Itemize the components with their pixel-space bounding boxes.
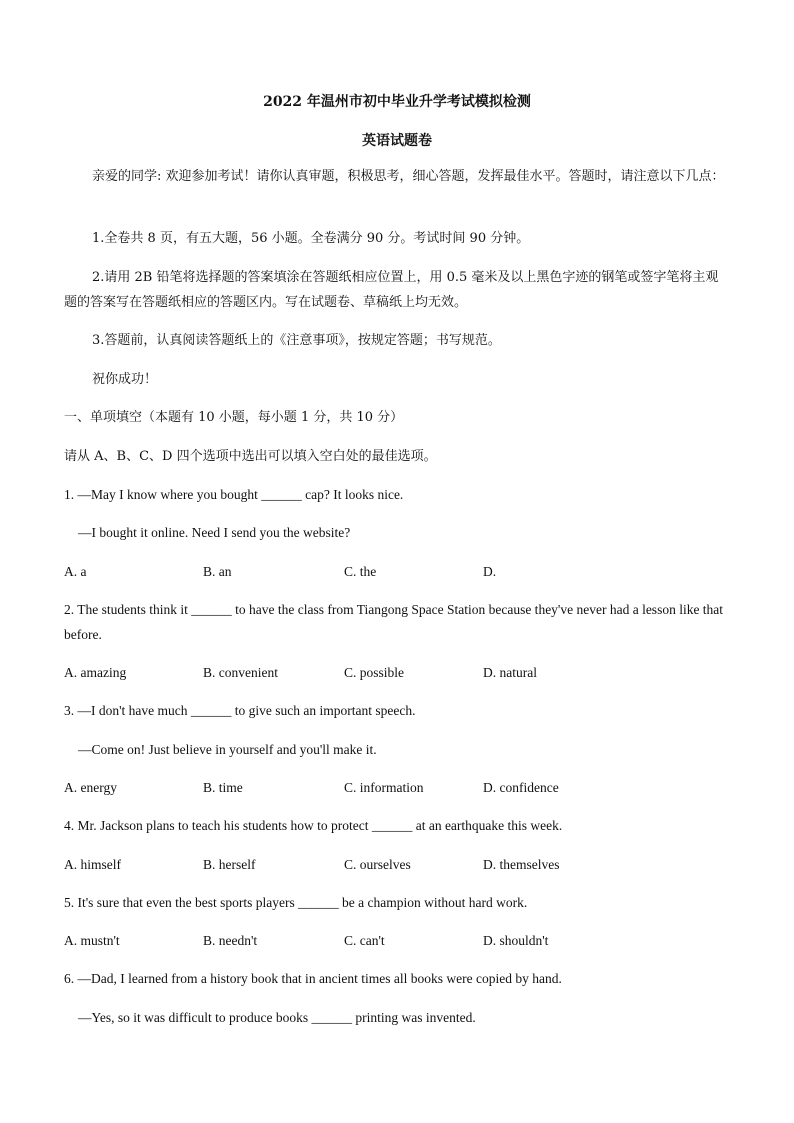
section-heading: 一、单项填空（本题有 10 小题，每小题 1 分，共 10 分）	[64, 410, 404, 425]
q4-option-b: B. herself	[203, 857, 256, 872]
q3-option-d: D. confidence	[483, 780, 559, 795]
question-3-reply: —Come on! Just believe in yourself and you'll make it.	[78, 742, 377, 757]
question-2-stem: 2. The students think it ______ to have the class from Tiangong Space Station because they've never had a lesson like that before.	[64, 602, 724, 642]
wish-text: 祝你成功！	[92, 372, 158, 387]
q3-option-a: A. energy	[64, 780, 117, 795]
q2-option-c: C. possible	[344, 665, 405, 680]
note-3: 3.答题前，认真阅读答题纸上的《注意事项》，按规定答题；书写规范。	[92, 333, 501, 348]
q5-option-d: D. shouldn't	[483, 933, 549, 948]
q2-option-b: B. convenient	[203, 665, 278, 680]
q4-option-a: A. himself	[64, 857, 121, 872]
note-2: 2.请用 2B 铅笔将选择题的答案填涂在答题纸相应位置上，用 0.5 毫米及以上黑色字迹的钢笔或签字笔将主观题的答案写在答题纸相应的答题区内。写在试题卷、草稿纸上均无效。	[64, 270, 719, 310]
q5-option-b: B. needn't	[203, 933, 258, 948]
q3-option-b: B. time	[203, 780, 243, 795]
q1-option-a: A. a	[64, 564, 87, 579]
q1-option-d: D.	[483, 564, 497, 579]
q3-option-c: C. information	[344, 780, 424, 795]
question-3-stem: 3. —I don't have much ______ to give such an important speech.	[64, 703, 416, 718]
exam-title: 2022 年温州市初中毕业升学考试模拟检测	[263, 94, 531, 110]
q5-option-a: A. mustn't	[64, 933, 120, 948]
intro-greeting: 亲爱的同学: 欢迎参加考试！请你认真审题，积极思考，细心答题，发挥最佳水平。答题时，请注意以下几点：	[92, 169, 725, 184]
question-6-reply: —Yes, so it was difficult to produce books ______ printing was invented.	[78, 1010, 476, 1025]
q4-option-d: D. themselves	[483, 857, 560, 872]
q4-option-c: C. ourselves	[344, 857, 411, 872]
section-instruction: 请从 A、B、C、D 四个选项中选出可以填入空白处的最佳选项。	[64, 449, 437, 464]
q2-option-a: A. amazing	[64, 665, 127, 680]
question-1-reply: —I bought it online. Need I send you the website?	[78, 525, 351, 540]
exam-subtitle: 英语试题卷	[362, 133, 432, 149]
question-5-stem: 5. It's sure that even the best sports players ______ be a champion without hard work.	[64, 895, 528, 910]
note-1: 1.全卷共 8 页，有五大题，56 小题。全卷满分 90 分。考试时间 90 分钟。	[92, 231, 530, 246]
q2-option-d: D. natural	[483, 665, 537, 680]
q5-option-c: C. can't	[344, 933, 385, 948]
question-6-stem: 6. —Dad, I learned from a history book that in ancient times all books were copied by hand.	[64, 971, 562, 986]
question-1-stem: 1. —May I know where you bought ______ cap? It looks nice.	[64, 487, 404, 502]
q1-option-b: B. an	[203, 564, 232, 579]
q1-option-c: C. the	[344, 564, 377, 579]
question-4-stem: 4. Mr. Jackson plans to teach his students how to protect ______ at an earthquake this week.	[64, 818, 563, 833]
